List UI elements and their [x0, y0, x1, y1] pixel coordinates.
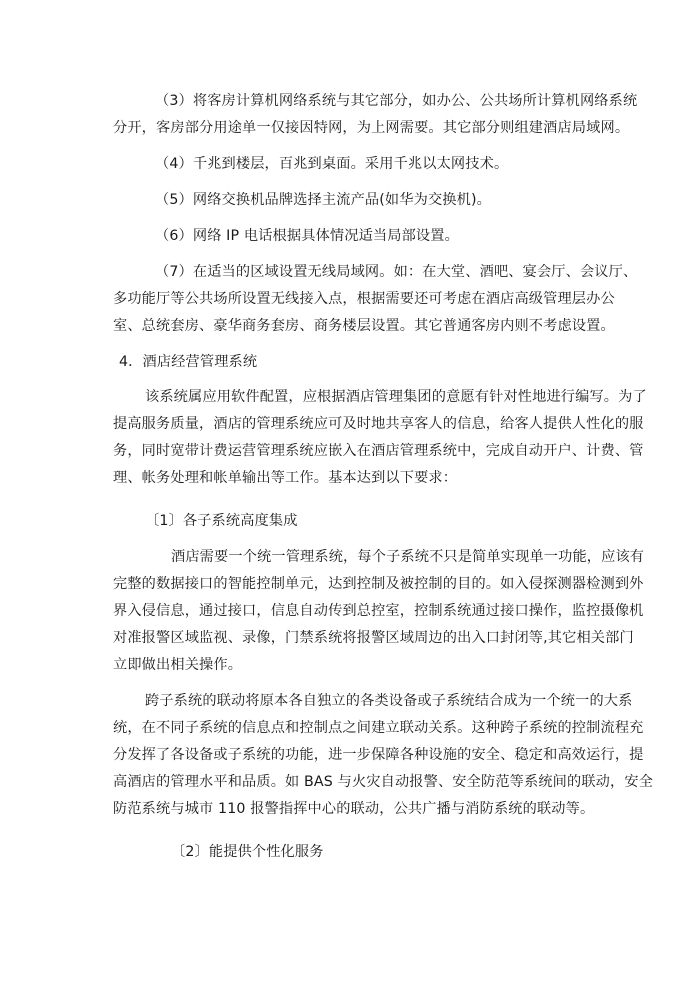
paragraph-5: （5）网络交换机品牌选择主流产品(如华为交换机)。	[155, 192, 491, 208]
linkage-para-line-2: 统，在不同子系统的信息点和控制点之间建立联动关系。这种跨子系统的控制流程充	[113, 720, 644, 736]
section-4-para-line-3: 务，同时宽带计费运营管理系统应嵌入在酒店管理系统中，完成自动开户、计费、管	[113, 443, 644, 459]
paragraph-7-line-1: （7）在适当的区域设置无线局域网。如：在大堂、酒吧、宴会厅、会议厅、	[155, 264, 638, 280]
paragraph-3-line-1: （3）将客房计算机网络系统与其它部分，如办公、公共场所计算机网络系统	[155, 93, 638, 109]
integration-para-line-4: 对准报警区域监视、录像，门禁系统将报警区域周边的出入口封闭等,其它相关部门	[113, 630, 634, 646]
linkage-para-line-1: 跨子系统的联动将原本各自独立的各类设备或子系统结合成为一个统一的大系	[145, 693, 633, 709]
section-4-para-line-4: 理、帐务处理和帐单输出等工作。基本达到以下要求：	[113, 470, 458, 486]
paragraph-4: （4）千兆到楼层，百兆到桌面。采用千兆以太网技术。	[155, 156, 509, 172]
integration-para-line-1: 酒店需要一个统一管理系统，每个子系统不只是简单实现单一功能，应该有	[171, 549, 645, 565]
paragraph-6: （6）网络 IP 电话根据具体情况适当局部设置。	[155, 228, 459, 244]
paragraph-7-line-3: 室、总统套房、豪华商务套房、商务楼层设置。其它普通客房内则不考虑设置。	[113, 318, 615, 334]
linkage-para-line-5: 防范系统与城市 110 报警指挥中心的联动，公共广播与消防系统的联动等。	[113, 801, 595, 817]
integration-para-line-3: 界入侵信息，通过接口，信息自动传到总控室，控制系统通过接口操作，监控摄像机	[113, 603, 644, 619]
integration-para-line-5: 立即做出相关操作。	[113, 657, 243, 673]
linkage-para-line-3: 分发挥了各设备或子系统的功能，进一步保障各种设施的安全、稳定和高效运行，提	[113, 747, 644, 763]
paragraph-3-line-2: 分开，客房部分用途单一仅接因特网，为上网需要。其它部分则组建酒店局域网。	[113, 120, 630, 136]
subheading-2: 〔2〕能提供个性化服务	[171, 844, 324, 860]
linkage-para-line-4: 高酒店的管理水平和品质。如 BAS 与火灾自动报警、安全防范等系统间的联动，安全	[113, 774, 654, 790]
integration-para-line-2: 完整的数据接口的智能控制单元，达到控制及被控制的目的。如入侵探测器检测到外	[113, 576, 644, 592]
section-4-para-line-2: 提高服务质量，酒店的管理系统应可及时地共享客人的信息，给客人提供人性化的服	[113, 416, 644, 432]
subheading-1: 〔1〕各子系统高度集成	[145, 513, 298, 529]
section-heading-4: 4．酒店经营管理系统	[119, 354, 258, 370]
section-4-para-line-1: 该系统属应用软件配置，应根据酒店管理集团的意愿有针对性地进行编写。为了	[145, 389, 647, 405]
paragraph-7-line-2: 多功能厅等公共场所设置无线接入点，根据需要还可考虑在酒店高级管理层办公	[113, 291, 615, 307]
